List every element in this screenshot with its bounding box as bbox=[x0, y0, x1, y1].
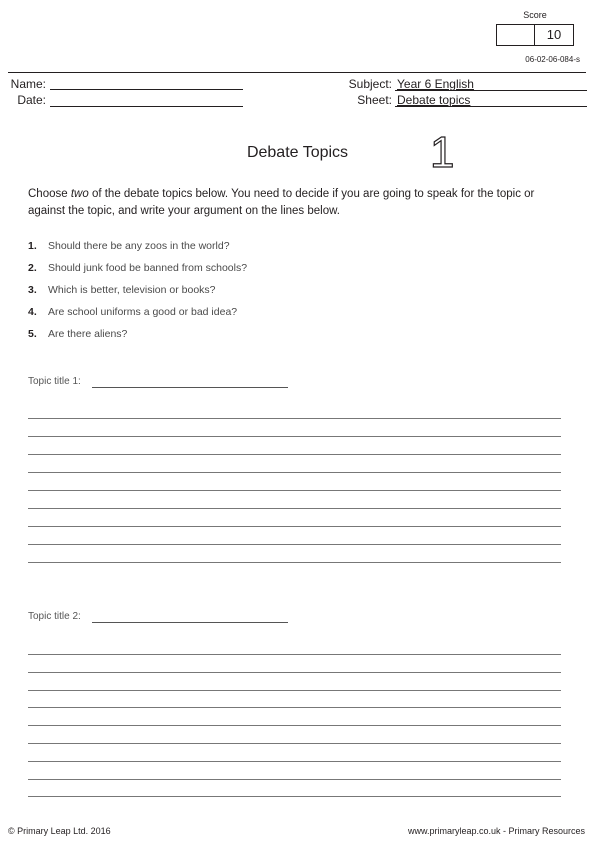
writing-line[interactable] bbox=[28, 779, 561, 780]
writing-line[interactable] bbox=[28, 707, 561, 708]
subject-label: Subject: bbox=[348, 77, 392, 91]
writing-line[interactable] bbox=[28, 508, 561, 509]
question-item: 3. Which is better, television or books? bbox=[28, 284, 216, 296]
writing-line[interactable] bbox=[28, 472, 561, 473]
header-divider bbox=[8, 72, 586, 73]
instructions: Choose two of the debate topics below. You need to decide if you are going to speak for the topic or against the topic, and write your argument on the lines below. bbox=[28, 188, 535, 217]
topic-title-1-label: Topic title 1: bbox=[28, 376, 81, 387]
writing-line[interactable] bbox=[28, 562, 561, 563]
writing-line[interactable] bbox=[28, 690, 561, 691]
date-field[interactable] bbox=[50, 106, 243, 107]
question-item: 4. Are school uniforms a good or bad idea? bbox=[28, 306, 238, 318]
topic-title-2-label: Topic title 2: bbox=[28, 611, 81, 622]
question-item: 1. Should there be any zoos in the world? bbox=[28, 240, 230, 252]
sheet-number: 1 bbox=[430, 128, 455, 177]
writing-line[interactable] bbox=[28, 796, 561, 797]
writing-line[interactable] bbox=[28, 436, 561, 437]
score-label: Score bbox=[523, 10, 547, 20]
footer-website: www.primaryleap.co.uk - Primary Resources bbox=[407, 826, 585, 836]
writing-line[interactable] bbox=[28, 672, 561, 673]
page-title: Debate Topics bbox=[246, 144, 349, 161]
worksheet-code: 06-02-06-084-s bbox=[525, 55, 580, 64]
subject-value: Year 6 English bbox=[397, 77, 474, 91]
name-label: Name: bbox=[10, 77, 46, 91]
writing-line[interactable] bbox=[28, 725, 561, 726]
writing-line[interactable] bbox=[28, 544, 561, 545]
question-item: 2. Should junk food be banned from schools? bbox=[28, 262, 248, 274]
sheet-value: Debate topics bbox=[397, 93, 471, 107]
writing-line[interactable] bbox=[28, 454, 561, 455]
name-field[interactable] bbox=[50, 89, 243, 90]
writing-line[interactable] bbox=[28, 490, 561, 491]
topic-title-1-field[interactable] bbox=[92, 387, 288, 388]
writing-line[interactable] bbox=[28, 654, 561, 655]
sheet-label: Sheet: bbox=[357, 93, 392, 107]
score-input-box[interactable] bbox=[496, 24, 535, 46]
date-label: Date: bbox=[17, 93, 46, 107]
score-value: 10 bbox=[534, 24, 574, 46]
writing-line[interactable] bbox=[28, 761, 561, 762]
topic-title-2-field[interactable] bbox=[92, 622, 288, 623]
writing-line[interactable] bbox=[28, 418, 561, 419]
writing-line[interactable] bbox=[28, 526, 561, 527]
footer-copyright: © Primary Leap Ltd. 2016 bbox=[8, 826, 111, 836]
writing-line[interactable] bbox=[28, 743, 561, 744]
question-item: 5. Are there aliens? bbox=[28, 328, 128, 340]
